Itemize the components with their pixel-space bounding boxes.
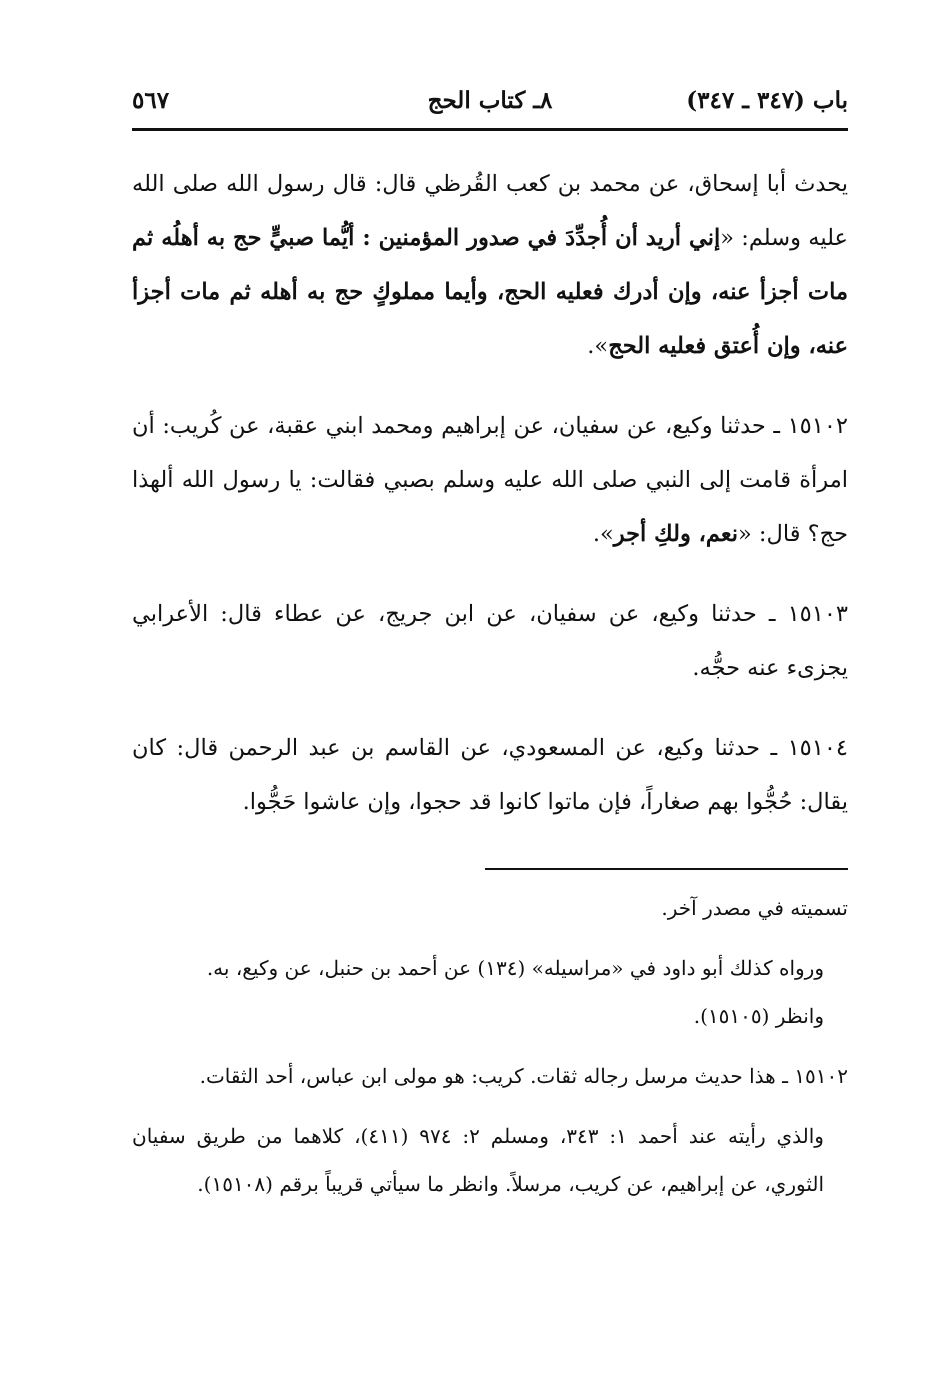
footnotes (132, 884, 848, 1220)
paragraph-1-plain: يحدث أبا إسحاق، عن محمد بن كعب القُرظي قال: قال رسول الله صلى الله عليه وسلم: « (132, 171, 848, 251)
main-text (132, 157, 848, 855)
paragraph-15103 (132, 587, 848, 695)
footnote-15102: ١٥١٠٢ ـ هذا حديث مرسل رجاله ثقات. كريب: هو مولى ابن عباس، أحد الثقات. (199, 1064, 848, 1088)
page-header (132, 82, 848, 131)
footnote-2b-text: وانظر (١٥١٠٥). (693, 1004, 824, 1028)
footnote-2-text: ورواه كذلك أبو داود في «مراسيله» (١٣٤) عن أحمد بن حنبل، عن وكيع، به. (206, 956, 824, 980)
paragraph-15104-text: ١٥١٠٤ ـ حدثنا وكيع، عن المسعودي، عن القاسم بن عبد الرحمن قال: كان يقال: حُجُّوا بهم صغاراً، فإن ماتوا كانوا قد حجوا، وإن عاشوا حَجُّوا. (132, 735, 848, 815)
book-title: ٨ـ كتاب الحج (427, 87, 553, 114)
paragraph-15102-hadith: نعم، ولكِ أجر (613, 521, 739, 547)
paragraph-15102-end: ». (592, 521, 614, 547)
paragraph-15104 (132, 721, 848, 829)
footnote-4: والذي رأيته عند أحمد ١: ٣٤٣، ومسلم ٢: ٩٧٤ (٤١١)، كلاهما من طريق سفيان الثوري، عن إبراهيم، عن كريب، مرسلاً. وانظر ما سيأتي قريباً برقم (١٥١٠٨). (132, 1124, 824, 1196)
paragraph-15103-text: ١٥١٠٣ ـ حدثنا وكيع، عن سفيان، عن ابن جريج، عن عطاء قال: الأعرابي يجزىء عنه حجُّه. (132, 601, 848, 681)
paragraph-1 (132, 157, 848, 373)
paragraph-15102-plain: ١٥١٠٢ ـ حدثنا وكيع، عن سفيان، عن إبراهيم ومحمد ابني عقبة، عن كُريب: أن امرأة قامت إلى النبي صلى الله عليه وسلم بصبي فقالت: يا رسول الله ألهذا حج؟ قال: « (132, 413, 848, 547)
footnote-2 (132, 944, 848, 1040)
paragraph-1-hadith: إني أريد أن أُجدِّدَ في صدور المؤمنين : أيُّما صبيٍّ حج به أهلُه ثم مات أجزأ عنه، وإن أدرك فعليه الحج، وأيما مملوكٍ حج به أهله ثم مات أجزأ عنه، وإن أُعتق فعليه الحج (132, 225, 848, 359)
paragraph-1-end: ». (587, 333, 609, 359)
page-number: ٥٦٧ (132, 87, 170, 114)
footnote-separator (485, 868, 848, 870)
chapter-title: باب (٣٤٧ ـ ٣٤٧) (686, 87, 848, 114)
footnote-1: تسميته في مصدر آخر. (661, 896, 848, 920)
paragraph-15102 (132, 399, 848, 561)
